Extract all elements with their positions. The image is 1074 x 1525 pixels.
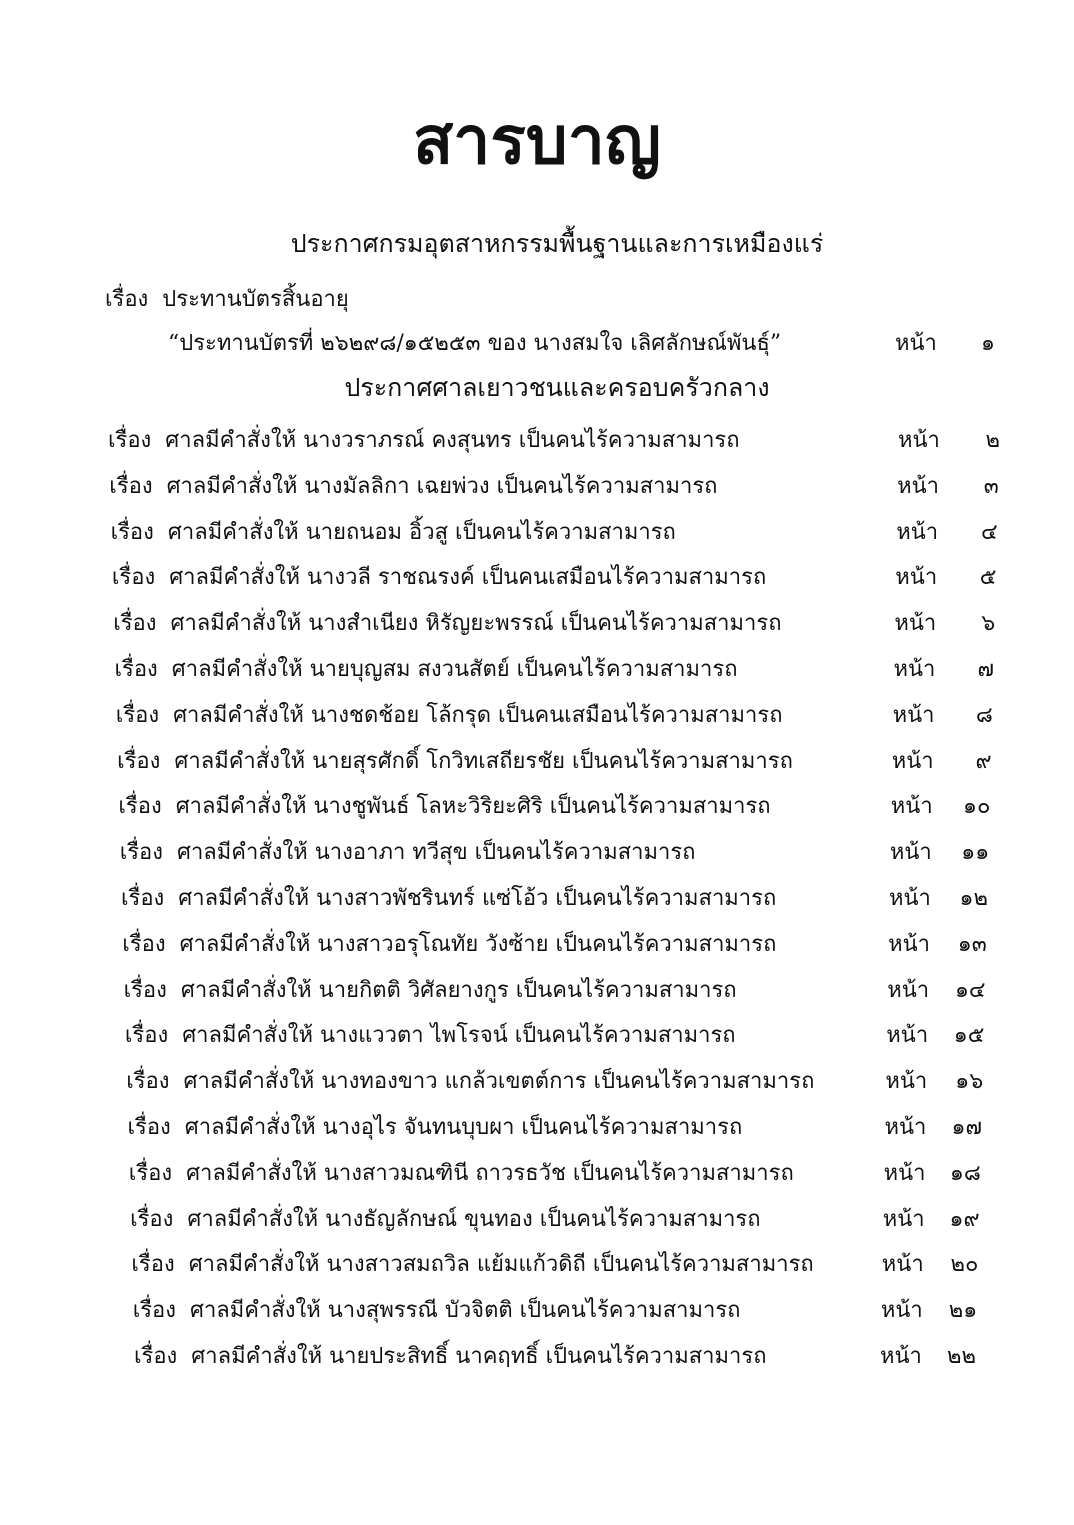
entry-text: ศาลมีคำสั่งให้ นางอาภา ทวีสุข เป็นคนไร้ความสามารถ [176, 840, 696, 866]
entry-key: เรื่อง [127, 1115, 171, 1140]
section-heading-court: ประกาศศาลเยาวชนและครอบครัวกลาง [344, 373, 770, 402]
entry-page-number: ๑๐ [962, 794, 991, 820]
entry-page-number: ๖ [981, 611, 996, 637]
toc-entry [125, 1016, 736, 1056]
entry-text: ศาลมีคำสั่งให้ นางอุไร จันทนบุบผา เป็นคนไร้ความสามารถ [184, 1115, 743, 1140]
toc-entry [129, 1154, 794, 1194]
entry-page-number: ๑๒ [959, 886, 988, 911]
entry-key: เรื่อง [119, 840, 163, 866]
toc-entry [113, 604, 781, 644]
toc-entry [120, 833, 696, 873]
entry-page-label: หน้า [896, 519, 939, 545]
entry-page-label: หน้า [880, 1298, 923, 1324]
entry-text: ศาลมีคำสั่งให้ นางสาวมณฑินี ถาวรธวัช เป็นคนไร้ความสามารถ [186, 1160, 794, 1186]
entry-page-label: หน้า [892, 702, 935, 728]
entry-text: ศาลมีคำสั่งให้ นางสาวสมถวิล แย้มแก้วดิถี เป็นคนไร้ความสามารถ [188, 1252, 814, 1278]
toc-entry [131, 1245, 813, 1285]
toc-entry [112, 558, 766, 598]
entry-key: เรื่อง [111, 565, 156, 591]
entry-key: เรื่อง [115, 702, 160, 728]
entry-page-number: ๒ [985, 428, 1000, 453]
entry-key: เรื่อง [121, 886, 165, 911]
entry-page-label: หน้า [890, 794, 933, 820]
entry-page-number: ๑๖ [955, 1069, 984, 1095]
entry-key: เรื่อง [118, 794, 162, 820]
entry-page-number: ๔ [980, 519, 998, 545]
section-heading-mining: ประกาศกรมอุตสาหกรรมพื้นฐานและการเหมืองแร่ [290, 229, 824, 258]
entry-page-label: หน้า [884, 1115, 927, 1140]
toc-entry [109, 467, 717, 507]
entry-key: เรื่อง [131, 1252, 175, 1278]
entry-page-label: หน้า [889, 840, 932, 866]
toc-entry [115, 650, 738, 690]
entry-page-label: หน้า [893, 657, 936, 682]
entry-page-number: ๑๓ [957, 931, 987, 957]
entry-page-label: หน้า [886, 1023, 929, 1049]
entry-text: ศาลมีคำสั่งให้ นางแววตา ไพโรจน์ เป็นคนไร้ความสามารถ [182, 1023, 736, 1049]
entry-page-number: ๙ [975, 748, 992, 774]
entry-page-label: หน้า [880, 1344, 922, 1369]
entry-text: ศาลมีคำสั่งให้ นายบุญสม สงวนสัตย์ เป็นคนไร้ความสามารถ [171, 657, 738, 682]
subject-line [105, 282, 349, 318]
entry-page-number: ๒๐ [950, 1252, 979, 1278]
entry-key: เรื่อง [134, 1344, 178, 1369]
toc-entry [117, 742, 793, 782]
toc-entry [128, 1108, 743, 1148]
entry-page-number: ๑๗ [951, 1115, 982, 1140]
entry-key: เรื่อง [124, 1023, 169, 1049]
page-label: หน้า [895, 331, 937, 356]
entry-page-number: ๗ [977, 657, 994, 682]
entry-page-number: ๑๔ [954, 977, 986, 1003]
entry-text: ศาลมีคำสั่งให้ นางวลี ราชณรงค์ เป็นคนเสมือนไร้ความสามารถ [169, 565, 767, 591]
entry-page-label: หน้า [889, 886, 931, 911]
entry-text: ศาลมีคำสั่งให้ นางวราภรณ์ คงสุนทร เป็นคนไร้ความสามารถ [165, 428, 740, 453]
entry-text: ศาลมีคำสั่งให้ นางมัลลิกา เฉยพ่วง เป็นคนไร้ความสามารถ [166, 473, 718, 499]
entry-page-label: หน้า [888, 931, 930, 957]
concession-title: “ประทานบัตรที่ ๒๖๒๙๘/๑๕๒๕๓ ของ นางสมใจ เลิศลักษณ์พันธุ์” [168, 331, 782, 356]
entry-page-number: ๒๑ [948, 1298, 978, 1324]
subject-key: เรื่อง [105, 287, 149, 312]
entry-key: เรื่อง [109, 473, 153, 499]
entry-page-number: ๑๙ [949, 1206, 980, 1232]
toc-entry [121, 879, 776, 919]
toc-entry [134, 1337, 767, 1377]
toc-entry [124, 971, 737, 1011]
entry-page-label: หน้า [883, 1160, 926, 1186]
entry-text: ศาลมีคำสั่งให้ นายกิตติ วิศัลยางกูร เป็นคนไร้ความสามารถ [180, 977, 737, 1003]
entry-key: เรื่อง [117, 748, 161, 774]
entry-key: เรื่อง [113, 611, 157, 637]
entry-text: ศาลมีคำสั่งให้ นางชดช้อย โล้กรุด เป็นคนเสมือนไร้ความสามารถ [173, 702, 783, 728]
entry-key: เรื่อง [132, 1298, 176, 1324]
entry-page-number: ๘ [975, 702, 993, 728]
entry-page-label: หน้า [898, 428, 940, 453]
entry-key: เรื่อง [122, 931, 166, 957]
toc-entry [133, 1291, 741, 1331]
toc-entry [122, 925, 776, 965]
toc-entry [108, 421, 740, 461]
entry-page-label: หน้า [894, 611, 937, 637]
entry-page-label: หน้า [887, 977, 930, 1003]
entry-text: ศาลมีคำสั่งให้ นางสาวพัชรินทร์ แซ่โอ้ว เป็นคนไร้ความสามารถ [178, 886, 777, 911]
entry-key: เรื่อง [128, 1160, 173, 1186]
entry-page-number: ๓ [983, 473, 999, 499]
page-title: สารบาญ [413, 102, 661, 179]
entry-text: ศาลมีคำสั่งให้ นางทองขาว แกล้วเขตต์การ เป็นคนไร้ความสามารถ [183, 1069, 815, 1095]
entry-text: ศาลมีคำสั่งให้ นายสุรศักดิ์ โกวิทเสถียรชัย เป็นคนไร้ความสามารถ [174, 748, 793, 774]
entry-page-number: ๑๘ [949, 1160, 981, 1186]
toc-entry [126, 1062, 814, 1102]
subject-text: ประทานบัตรสิ้นอายุ [162, 287, 349, 312]
entry-page-number: ๑๑ [961, 840, 990, 866]
entry-page-label: หน้า [895, 565, 938, 591]
entry-key: เรื่อง [130, 1206, 174, 1232]
entry-page-number: ๒๒ [946, 1344, 976, 1369]
entry-text: ศาลมีคำสั่งให้ นางธัญลักษณ์ ขุนทอง เป็นคนไร้ความสามารถ [187, 1206, 761, 1232]
entry-page-number: ๑๕ [953, 1023, 985, 1049]
entry-page-number: ๕ [979, 565, 997, 591]
entry-text: ศาลมีคำสั่งให้ นายประสิทธิ์ นาคฤทธิ์ เป็นคนไร้ความสามารถ [191, 1344, 767, 1369]
entry-key: เรื่อง [108, 428, 152, 453]
toc-entry [118, 787, 770, 827]
entry-text: ศาลมีคำสั่งให้ นางสุพรรณี บัวจิตติ เป็นคนไร้ความสามารถ [189, 1298, 741, 1324]
page-number: ๑ [981, 331, 995, 356]
entry-key: เรื่อง [110, 519, 154, 545]
toc-entry [130, 1200, 760, 1240]
entry-key: เรื่อง [126, 1069, 170, 1095]
entry-key: เรื่อง [123, 977, 167, 1003]
entry-text: ศาลมีคำสั่งให้ นางสำเนียง หิรัญยะพรรณ์ เป็นคนไร้ความสามารถ [170, 611, 782, 637]
toc-entry [111, 513, 676, 553]
entry-key: เรื่อง [114, 657, 158, 682]
entry-page-label: หน้า [882, 1206, 925, 1232]
entry-page-label: หน้า [891, 748, 934, 774]
entry-text: ศาลมีคำสั่งให้ นางสาวอรุโณทัย วังซ้าย เป็นคนไร้ความสามารถ [179, 931, 777, 957]
entry-page-label: หน้า [885, 1069, 928, 1095]
toc-entry [116, 696, 783, 736]
entry-text: ศาลมีคำสั่งให้ นางชูพันธ์ โลหะวิริยะศิริ เป็นคนไร้ความสามารถ [175, 794, 771, 820]
entry-page-label: หน้า [881, 1252, 924, 1278]
entry-page-label: หน้า [897, 473, 939, 499]
entry-text: ศาลมีคำสั่งให้ นายถนอม อิ้วสู เป็นคนไร้ความสามารถ [167, 519, 676, 545]
